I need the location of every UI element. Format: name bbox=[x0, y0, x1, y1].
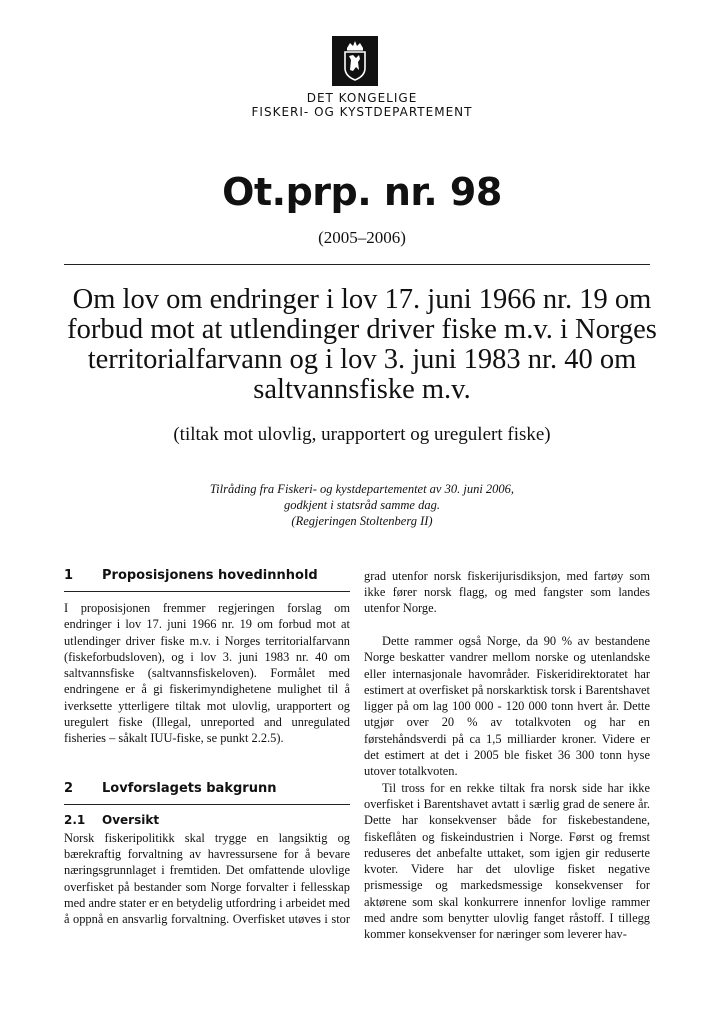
approval-line-3: (Regjeringen Stoltenberg II) bbox=[291, 514, 433, 528]
department-line-1: DET KONGELIGE bbox=[306, 91, 418, 105]
royal-coat-of-arms-logo bbox=[332, 36, 378, 86]
paragraph-overfishing-impact: Dette rammer også Norge, da 90 % av bestandene Norge beskatter vandrer mellom norske og utenlandske eller internasjonale havområder. Fiskeridirektoratet har estimert at overfisket på norskarktisk torsk i Barentshavet ligger på om lag 100 000 - 120 000 tonn hvert år. Dette utgjør over 20 % av totalkvoten og har en førstehåndsverdi på ca 1,5 milliarder kroner. Videre er det estimert at det i 2005 ble fisket 36 300 tonn hyse utover totalkvoten. bbox=[364, 634, 650, 779]
section-1-title: Proposisjonens hovedinnhold bbox=[102, 567, 318, 583]
approval-block bbox=[0, 481, 724, 529]
right-column bbox=[364, 568, 650, 943]
approval-line-2: godkjent i statsråd samme dag. bbox=[284, 498, 440, 512]
section-2-1-text-continued-wrapper bbox=[364, 568, 650, 633]
document-year: (2005–2006) bbox=[318, 228, 406, 247]
section-1-number: 1 bbox=[64, 567, 74, 583]
document-title: Ot.prp. nr. 98 bbox=[222, 170, 502, 214]
crown-lion-icon bbox=[338, 40, 372, 82]
section-2-heading bbox=[64, 781, 350, 805]
main-title: Om lov om endringer i lov 17. juni 1966 nr. 19 om forbud mot at utlendinger driver fiske m.v. i Norges territorialfarvann og i lov 3. juni 1983 nr. 40 om saltvannsfiske m.v. bbox=[67, 284, 657, 405]
section-2-1-text-continued: grad utenfor norsk fiskerijurisdiksjon, med fartøy som ikke fører norsk flagg, og med fangster som landes utenfor Norge. bbox=[364, 568, 650, 616]
section-2-1-text-flow bbox=[64, 830, 350, 928]
title-divider bbox=[64, 264, 650, 265]
department-line-2: FISKERI- OG KYSTDEPARTEMENT bbox=[251, 105, 473, 119]
section-2-number: 2 bbox=[64, 780, 74, 796]
section-2-1-heading bbox=[64, 813, 350, 827]
section-2-1-title: Oversikt bbox=[102, 812, 160, 827]
section-2-1-text: Norsk fiskeripolitikk skal trygge en langsiktig og bærekraftig forvaltning av havressursene for å bevare næringsgrunnlaget i fremtiden. Det omfattende ulovlige overfisket på bestander som Norge forvalter i fellesskap med andre stater er en betydelig utfordring i arbeidet med å oppnå en ansvarlig forvaltning. Overfisket utøves i stor bbox=[64, 830, 350, 927]
section-1-text: I proposisjonen fremmer regjeringen forslag om endringer i lov 17. juni 1966 nr. 19 om forbud mot at utlendinger driver fiske m.v. i Norges territorialfarvann (fiskeforbudsloven), og i lov 3. juni 1983 nr. 40 om saltvannsfiske (saltvannsfiskeloven). Formålet med endringene er å gi fiskerimyndighetene mulighet til å iverksette ytterligere tiltak mot ulovlig, urapportert og uregulert fiske (Illegal, unreported and unregulated fisheries – såkalt IUU-fiske, se punkt 2.2.5). bbox=[64, 601, 350, 746]
section-2-1-number: 2.1 bbox=[64, 812, 86, 827]
section-1-heading bbox=[64, 568, 350, 592]
paragraph-consequences: Til tross for en rekke tiltak fra norsk side har ikke overfisket i Barentshavet avtatt i særlig grad de senere år. Dette har konsekvenser både for fiskebestandene, fiskeflåten og fiskeindustrien i Norge. Først og fremst reduseres det anbefalte uttaket, som igjen gir reduserte kvoter. Videre har det ulovlige fisket negative prismessige og markedsmessige konsekvenser for aktørene som skal konkurrere innenfor lovlige rammer med andre som benytter ulovlig fanget råstoff. I tillegg kommer konsekvenser for næringer som leverer hav- bbox=[364, 780, 650, 942]
subtitle: (tiltak mot ulovlig, urapportert og uregulert fiske) bbox=[173, 424, 551, 445]
section-2-title: Lovforslagets bakgrunn bbox=[102, 780, 277, 796]
approval-line-1: Tilråding fra Fiskeri- og kystdepartementet av 30. juni 2006, bbox=[209, 482, 515, 496]
left-column bbox=[64, 568, 350, 928]
